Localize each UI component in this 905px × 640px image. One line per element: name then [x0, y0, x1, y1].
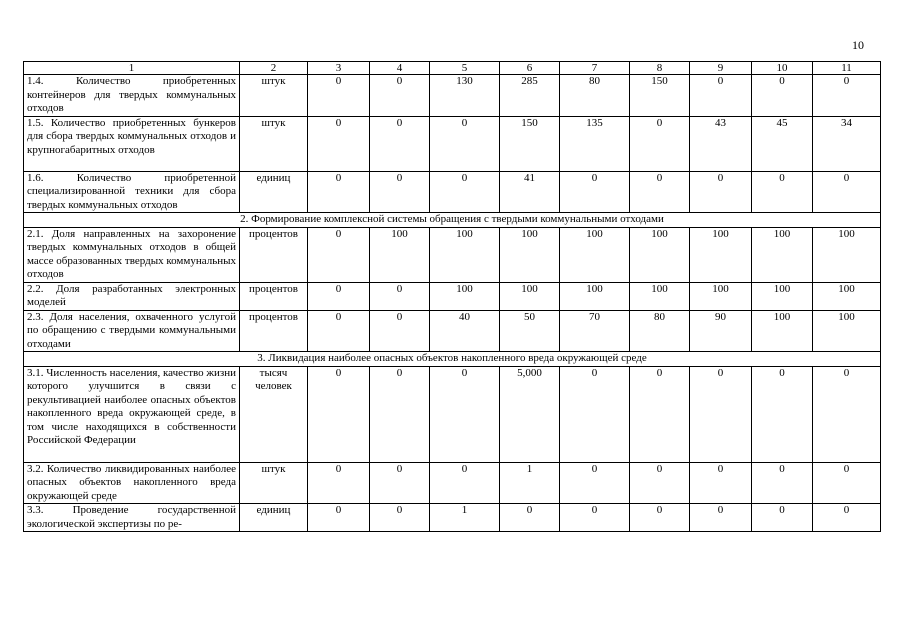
table-row: [24, 116, 881, 171]
table-row: [24, 282, 881, 310]
unit-cell: процентов: [240, 227, 308, 282]
value-cell: 0: [370, 171, 430, 213]
table-row: [24, 310, 881, 352]
value-cell: 0: [430, 366, 500, 462]
indicator-name: 1.4. Количество приобретенных контейнеров для твердых коммунальных отходов: [24, 75, 240, 117]
value-cell: 150: [630, 75, 690, 117]
value-cell: 40: [430, 310, 500, 352]
value-cell: 0: [690, 171, 752, 213]
value-cell: 0: [690, 366, 752, 462]
value-cell: 0: [308, 116, 370, 171]
value-cell: 0: [370, 366, 430, 462]
value-cell: 0: [560, 504, 630, 532]
value-cell: 0: [752, 462, 813, 504]
value-cell: 41: [500, 171, 560, 213]
value-cell: 130: [430, 75, 500, 117]
value-cell: 0: [630, 116, 690, 171]
column-number: 5: [430, 62, 500, 75]
value-cell: 80: [560, 75, 630, 117]
section-title: 2. Формирование комплексной системы обращения с твердыми коммунальными отходами: [24, 213, 881, 228]
indicator-name: 3.1. Численность населения, качество жизни которого улучшится в связи с рекультивацией наиболее опасных объектов накопленного вреда окружающей среде, в том числе находящихся в собственности Российской Федерации: [24, 366, 240, 462]
value-cell: 0: [370, 462, 430, 504]
unit-cell: штук: [240, 462, 308, 504]
value-cell: 100: [813, 227, 881, 282]
value-cell: 100: [690, 227, 752, 282]
value-cell: 100: [430, 227, 500, 282]
value-cell: 0: [690, 462, 752, 504]
value-cell: 1: [500, 462, 560, 504]
table-row: [24, 75, 881, 117]
value-cell: 45: [752, 116, 813, 171]
value-cell: 0: [813, 462, 881, 504]
value-cell: 100: [560, 282, 630, 310]
value-cell: 100: [752, 310, 813, 352]
column-number: 9: [690, 62, 752, 75]
unit-cell: процентов: [240, 282, 308, 310]
section-row: [24, 213, 881, 228]
value-cell: 0: [308, 171, 370, 213]
value-cell: 0: [308, 227, 370, 282]
value-cell: 0: [370, 504, 430, 532]
value-cell: 0: [370, 310, 430, 352]
table-body: [24, 62, 881, 532]
value-cell: 5,000: [500, 366, 560, 462]
column-number-row: [24, 62, 881, 75]
value-cell: 100: [690, 282, 752, 310]
value-cell: 50: [500, 310, 560, 352]
value-cell: 100: [430, 282, 500, 310]
value-cell: 100: [813, 310, 881, 352]
value-cell: 0: [430, 116, 500, 171]
value-cell: 150: [500, 116, 560, 171]
value-cell: 0: [752, 171, 813, 213]
table-row: [24, 227, 881, 282]
column-number: 10: [752, 62, 813, 75]
value-cell: 100: [500, 282, 560, 310]
value-cell: 100: [370, 227, 430, 282]
value-cell: 0: [308, 75, 370, 117]
value-cell: 0: [560, 366, 630, 462]
unit-cell: единиц: [240, 171, 308, 213]
section-row: [24, 352, 881, 367]
indicator-name: 3.3. Проведение государственной экологической экспертизы по ре-: [24, 504, 240, 532]
value-cell: 0: [370, 282, 430, 310]
column-number: 6: [500, 62, 560, 75]
column-number: 11: [813, 62, 881, 75]
value-cell: 0: [813, 504, 881, 532]
value-cell: 0: [308, 462, 370, 504]
value-cell: 0: [430, 462, 500, 504]
indicator-name: 2.3. Доля населения, охваченного услугой по обращению с твердыми коммунальными отходами: [24, 310, 240, 352]
unit-cell: единиц: [240, 504, 308, 532]
unit-cell: тысяч человек: [240, 366, 308, 462]
value-cell: 0: [560, 462, 630, 504]
value-cell: 0: [752, 75, 813, 117]
value-cell: 34: [813, 116, 881, 171]
value-cell: 0: [370, 116, 430, 171]
value-cell: 43: [690, 116, 752, 171]
value-cell: 0: [308, 282, 370, 310]
value-cell: 0: [630, 366, 690, 462]
column-number: 1: [24, 62, 240, 75]
value-cell: 0: [630, 462, 690, 504]
value-cell: 100: [630, 227, 690, 282]
value-cell: 90: [690, 310, 752, 352]
value-cell: 0: [308, 504, 370, 532]
page-number: 10: [852, 38, 864, 52]
value-cell: 0: [752, 504, 813, 532]
indicator-name: 1.5. Количество приобретенных бункеров для сбора твердых коммунальных отходов и крупногабаритных отходов: [24, 116, 240, 171]
value-cell: 0: [752, 366, 813, 462]
indicator-name: 2.2. Доля разработанных электронных моделей: [24, 282, 240, 310]
indicator-name: 2.1. Доля направленных на захоронение твердых коммунальных отходов в общей массе образованных твердых коммунальных отходов: [24, 227, 240, 282]
column-number: 7: [560, 62, 630, 75]
value-cell: 1: [430, 504, 500, 532]
value-cell: 100: [813, 282, 881, 310]
value-cell: 100: [752, 227, 813, 282]
value-cell: 285: [500, 75, 560, 117]
value-cell: 70: [560, 310, 630, 352]
unit-cell: процентов: [240, 310, 308, 352]
value-cell: 100: [752, 282, 813, 310]
value-cell: 100: [500, 227, 560, 282]
value-cell: 80: [630, 310, 690, 352]
column-number: 2: [240, 62, 308, 75]
value-cell: 0: [370, 75, 430, 117]
unit-cell: штук: [240, 116, 308, 171]
column-number: 4: [370, 62, 430, 75]
indicators-table: [23, 61, 881, 532]
value-cell: 100: [560, 227, 630, 282]
unit-cell: штук: [240, 75, 308, 117]
table-row: [24, 366, 881, 462]
indicator-name: 1.6. Количество приобретенной специализированной техники для сбора твердых коммунальных отходов: [24, 171, 240, 213]
value-cell: 0: [430, 171, 500, 213]
column-number: 3: [308, 62, 370, 75]
value-cell: 0: [500, 504, 560, 532]
indicator-name: 3.2. Количество ликвидированных наиболее опасных объектов накопленного вреда окружающей среде: [24, 462, 240, 504]
value-cell: 135: [560, 116, 630, 171]
value-cell: 0: [813, 171, 881, 213]
section-title: 3. Ликвидация наиболее опасных объектов накопленного вреда окружающей среде: [24, 352, 881, 367]
value-cell: 0: [813, 75, 881, 117]
value-cell: 0: [308, 366, 370, 462]
value-cell: 100: [630, 282, 690, 310]
value-cell: 0: [690, 75, 752, 117]
table-row: [24, 504, 881, 532]
table-row: [24, 462, 881, 504]
table-row: [24, 171, 881, 213]
value-cell: 0: [308, 310, 370, 352]
value-cell: 0: [630, 504, 690, 532]
value-cell: 0: [690, 504, 752, 532]
value-cell: 0: [813, 366, 881, 462]
column-number: 8: [630, 62, 690, 75]
value-cell: 0: [560, 171, 630, 213]
value-cell: 0: [630, 171, 690, 213]
